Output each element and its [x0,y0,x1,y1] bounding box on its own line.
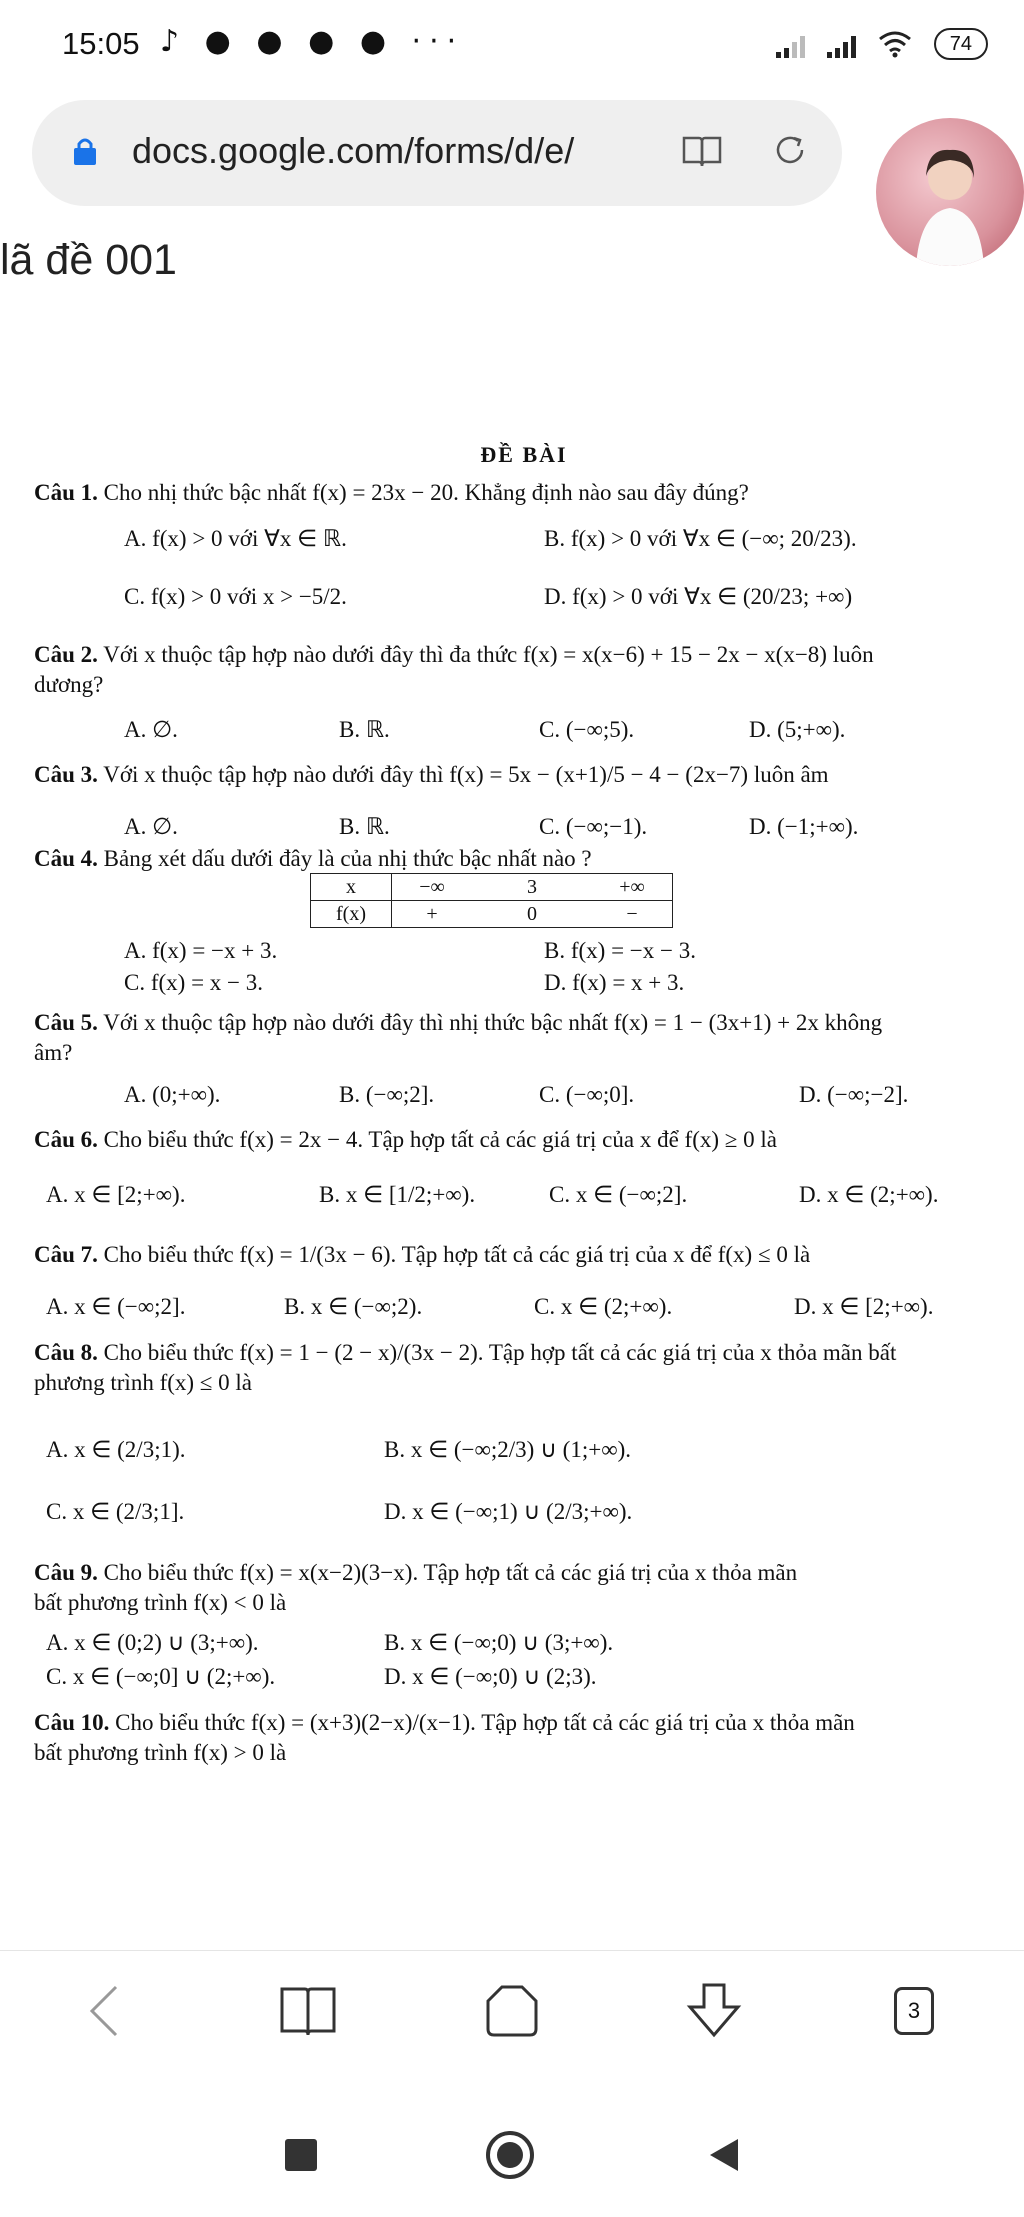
system-back-icon[interactable] [706,2137,742,2173]
status-time: 15:05 [62,26,140,61]
tabs-icon[interactable]: 3 [894,1987,934,2035]
option-b: B. f(x) = −x − 3. [544,938,696,963]
option-d: D. x ∈ (−∞;0) ∪ (2;3). [384,1664,597,1689]
system-nav-bar [0,2095,1024,2217]
question-1 [34,478,1009,508]
question-text: Cho nhị thức bậc nhất f(x) = 23x − 20. Khẳng định nào sau đây đúng? [103,480,749,505]
question-6 [34,1125,1009,1155]
option-b: B. f(x) > 0 với ∀x ∈ (−∞; 20/23). [544,526,857,551]
question-text-cont: phương trình f(x) ≤ 0 là [34,1370,253,1395]
question-text: Bảng xét dấu dưới đây là của nhị thức bậc nhất nào ? [103,846,592,871]
system-home-icon[interactable] [484,2129,536,2181]
table-cell: 3 [472,874,592,901]
question-text: Cho biểu thức f(x) = (x+3)(2−x)/(x−1). Tập hợp tất cả các giá trị của x thỏa mãn [115,1710,855,1735]
option-a: A. ∅. [124,814,178,839]
question-text: Cho biểu thức f(x) = 1 − (2 − x)/(3x − 2). Tập hợp tất cả các giá trị của x thỏa mãn bất [103,1340,897,1365]
option-b: B. x ∈ (−∞;2/3) ∪ (1;+∞). [384,1437,632,1462]
question-text: Cho biểu thức f(x) = 2x − 4. Tập hợp tất cả các giá trị của x để f(x) ≥ 0 là [103,1127,777,1152]
avatar[interactable] [876,118,1024,266]
question-label: Câu 5. [34,1010,98,1035]
option-d: D. (−∞;−2]. [799,1082,909,1107]
question-7 [34,1240,1009,1270]
option-b: B. x ∈ [1/2;+∞). [319,1182,476,1207]
browser-nav-bar [0,1950,1024,2071]
question-text-cont: âm? [34,1040,73,1065]
option-d: D. (−1;+∞). [749,814,859,839]
question-text-cont: bất phương trình f(x) > 0 là [34,1740,287,1765]
option-b: B. x ∈ (−∞;0) ∪ (3;+∞). [384,1630,614,1655]
status-bar [0,0,1024,100]
question-label: Câu 3. [34,762,98,787]
question-label: Câu 4. [34,846,98,871]
table-cell: +∞ [592,874,673,901]
question-label: Câu 6. [34,1127,98,1152]
question-text: Với x thuộc tập hợp nào dưới đây thì f(x) = 5x − (x+1)/5 − 4 − (2x−7) luôn âm [103,762,829,787]
option-b: B. ℝ. [339,814,390,839]
question-label: Câu 10. [34,1710,110,1735]
option-a: A. f(x) = −x + 3. [124,938,278,963]
option-a: A. x ∈ (2/3;1). [46,1437,186,1462]
question-10 [34,1708,1009,1768]
question-label: Câu 7. [34,1242,98,1267]
form-title: lã đề 001 [0,236,177,284]
question-4 [34,844,1009,874]
question-text: Với x thuộc tập hợp nào dưới đây thì đa thức f(x) = x(x−6) + 15 − 2x − x(x−8) luôn [103,642,874,667]
battery-icon: 74 [934,28,988,60]
question-text-cont: dương? [34,672,104,697]
question-label: Câu 2. [34,642,98,667]
reader-mode-icon[interactable] [682,134,722,168]
status-right [776,28,988,60]
question-5 [34,1008,1009,1068]
table-cell: + [392,901,473,928]
option-c: C. f(x) = x − 3. [124,970,264,995]
download-icon[interactable] [684,1981,744,2041]
option-b: B. (−∞;2]. [339,1082,435,1107]
option-c: C. f(x) > 0 với x > −5/2. [124,584,347,609]
option-a: A. f(x) > 0 với ∀x ∈ ℝ. [124,526,347,551]
table-cell: 0 [472,901,592,928]
option-a: A. ∅. [124,717,178,742]
question-2 [34,640,1009,700]
table-cell: −∞ [392,874,473,901]
option-c: C. x ∈ (−∞;0] ∪ (2;+∞). [46,1664,276,1689]
avatar-photo [876,118,1024,266]
question-label: Câu 8. [34,1340,98,1365]
notification-icons: ♪ ● ● ● ● ··· [160,24,465,59]
question-text-cont: bất phương trình f(x) < 0 là [34,1590,287,1615]
option-d: D. (5;+∞). [749,717,846,742]
signal-icon [776,30,805,58]
option-a: A. x ∈ [2;+∞). [46,1182,186,1207]
option-c: C. x ∈ (2/3;1]. [46,1499,185,1524]
back-icon[interactable] [78,1981,138,2041]
option-c: C. (−∞;−1). [539,814,648,839]
option-b: B. ℝ. [339,717,390,742]
home-icon[interactable] [482,1981,542,2041]
reload-icon[interactable] [770,130,810,170]
question-8 [34,1338,1009,1398]
table-cell: f(x) [311,901,392,928]
exam-heading: ĐỀ BÀI [480,442,568,467]
option-d: D. f(x) > 0 với ∀x ∈ (20/23; +∞) [544,584,853,609]
question-label: Câu 1. [34,480,98,505]
option-d: D. x ∈ (−∞;1) ∪ (2/3;+∞). [384,1499,633,1524]
option-b: B. x ∈ (−∞;2). [284,1294,423,1319]
option-a: A. (0;+∞). [124,1082,221,1107]
table-cell: x [311,874,392,901]
table-cell: − [592,901,673,928]
address-bar[interactable] [32,100,842,206]
wifi-icon [878,30,912,58]
question-label: Câu 9. [34,1560,98,1585]
question-text: Cho biểu thức f(x) = 1/(3x − 6). Tập hợp tất cả các giá trị của x để f(x) ≤ 0 là [103,1242,811,1267]
question-9 [34,1558,1009,1618]
option-d: D. f(x) = x + 3. [544,970,685,995]
question-3 [34,760,1009,790]
option-c: C. (−∞;0]. [539,1082,635,1107]
url-text[interactable]: docs.google.com/forms/d/e/ [132,130,575,171]
sign-table [310,873,673,928]
option-a: A. x ∈ (0;2) ∪ (3;+∞). [46,1630,259,1655]
signal-icon [827,30,856,58]
question-text: Cho biểu thức f(x) = x(x−2)(3−x). Tập hợp tất cả các giá trị của x thỏa mãn [103,1560,798,1585]
question-text: Với x thuộc tập hợp nào dưới đây thì nhị thức bậc nhất f(x) = 1 − (3x+1) + 2x không [103,1010,883,1035]
option-d: D. x ∈ (2;+∞). [799,1182,939,1207]
recents-icon[interactable] [285,2139,317,2171]
option-c: C. x ∈ (2;+∞). [534,1294,673,1319]
option-c: C. x ∈ (−∞;2]. [549,1182,688,1207]
option-c: C. (−∞;5). [539,717,635,742]
option-d: D. x ∈ [2;+∞). [794,1294,934,1319]
bookmarks-icon[interactable] [278,1981,338,2041]
option-a: A. x ∈ (−∞;2]. [46,1294,186,1319]
lock-icon [72,136,98,166]
